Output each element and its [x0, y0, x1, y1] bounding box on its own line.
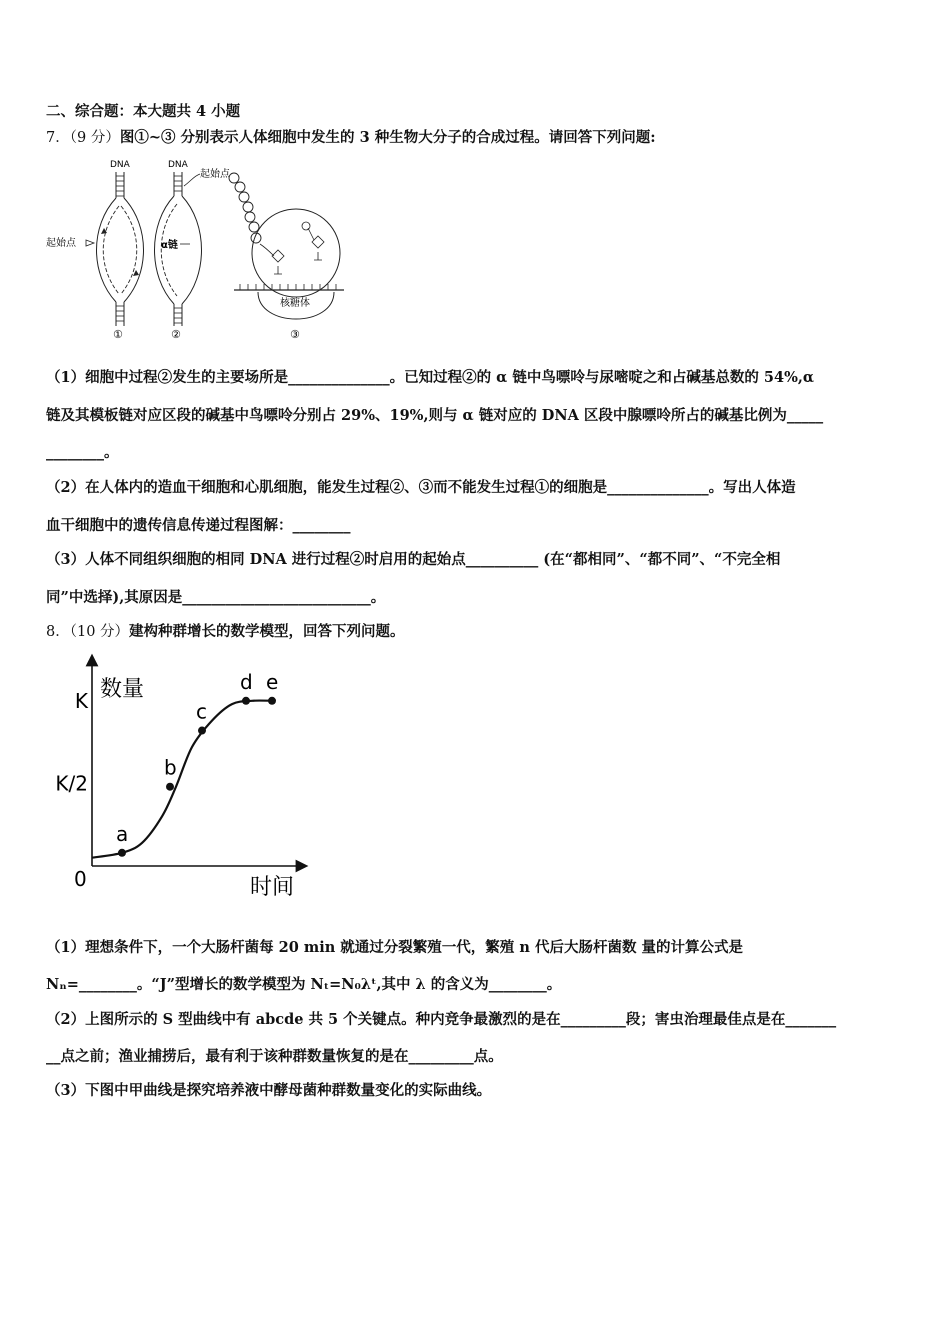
- q8-part1-line2: Nₙ=________。“J”型增长的数学模型为 Nₜ=N₀λᵗ,其中 λ 的含义为________。: [46, 976, 562, 993]
- q8-part3-line1: （3）下图中甲曲线是探究培养液中酵母菌种群数量变化的实际曲线。: [46, 1082, 492, 1099]
- q7-score: （9 分）: [69, 130, 120, 146]
- y-axis-label: 数量: [100, 677, 145, 702]
- q8-score: （10 分）: [69, 624, 130, 640]
- q7-figure: [44, 156, 354, 342]
- q7-number: 7．: [46, 130, 70, 146]
- curve-point-d: [242, 697, 250, 705]
- dna-label-1: DNA: [110, 160, 130, 170]
- q8-number: 8．: [46, 624, 70, 640]
- figure-num-1: ①: [113, 328, 123, 341]
- dna-label-2: DNA: [168, 160, 188, 170]
- growth-curve-chart: [44, 652, 314, 904]
- origin-label-right: 起始点: [200, 169, 230, 180]
- q7-part2-line1: （2）在人体内的造血干细胞和心肌细胞，能发生过程②、③而不能发生过程①的细胞是______________。写出人体造: [46, 479, 796, 496]
- curve-point-e: [268, 697, 276, 705]
- figure-num-3: ③: [290, 328, 300, 341]
- q7-part1-line2: 链及其模板链对应区段的碱基中鸟嘌呤分别占 29%、19%,则与 α 链对应的 DNA 区段中腺嘌呤所占的碱基比例为_____: [46, 407, 824, 424]
- curve-point-label-e: e: [266, 669, 279, 694]
- curve-point-label-a: a: [116, 821, 129, 846]
- origin-label: 0: [74, 867, 87, 891]
- x-axis-label: 时间: [250, 875, 295, 900]
- q7-part2-line2: 血干细胞中的遗传信息传递过程图解：________: [46, 517, 351, 534]
- figure-transcription: [155, 160, 231, 341]
- curve-point-label-d: d: [240, 669, 253, 694]
- ribosome-label: 核糖体: [280, 298, 310, 309]
- q8-part2-line2: __点之前；渔业捕捞后，最有利于该种群数量恢复的是在_________点。: [46, 1048, 503, 1065]
- y-tick-label: K: [74, 688, 88, 713]
- figure-num-2: ②: [171, 328, 181, 341]
- q8-part1-line1: （1）理想条件下，一个大肠杆菌每 20 min 就通过分裂繁殖一代，繁殖 n 代后大肠杆菌数 量的计算公式是: [46, 939, 743, 956]
- y-tick-labels: [55, 689, 88, 796]
- q7-part1-line1: （1）细胞中过程②发生的主要场所是______________。已知过程②的 α 链中鸟嘌呤与尿嘧啶之和占碱基总数的 54%,α: [46, 369, 815, 386]
- alpha-chain-label: α链: [161, 240, 178, 251]
- curve-point-a: [118, 849, 126, 857]
- curve-point-b: [166, 783, 174, 791]
- figure-replication: [46, 160, 144, 341]
- q7-part3-line1: （3）人体不同组织细胞的相同 DNA 进行过程②时启用的起始点__________ (在“都相同”、“都不同”、“不完全相: [46, 551, 781, 568]
- q8-stem-line: [46, 622, 908, 642]
- q7-part1-line3: ________。: [46, 444, 119, 461]
- curve-point-label-c: c: [196, 699, 207, 724]
- q8-part2-line1: （2）上图所示的 S 型曲线中有 abcde 共 5 个关键点。种内竞争最激烈的是在_________段；害虫治理最佳点是在_______: [46, 1011, 837, 1028]
- origin-label-left: 起始点: [46, 238, 76, 249]
- q7-stem: 图①~③ 分别表示人体细胞中发生的 3 种生物大分子的合成过程。请回答下列问题:: [119, 129, 656, 146]
- curve-point-label-b: b: [164, 755, 177, 780]
- q7-stem-line: [46, 128, 908, 148]
- section-title: 二、综合题：本大题共 4 小题: [46, 103, 241, 120]
- curve-point-c: [198, 727, 206, 735]
- y-tick-label: K/2: [55, 771, 88, 796]
- q8-stem: 建构种群增长的数学模型，回答下列问题。: [129, 623, 405, 640]
- q7-part3-line2: 同”中选择),其原因是__________________________。: [46, 589, 386, 606]
- figure-translation: [229, 173, 344, 341]
